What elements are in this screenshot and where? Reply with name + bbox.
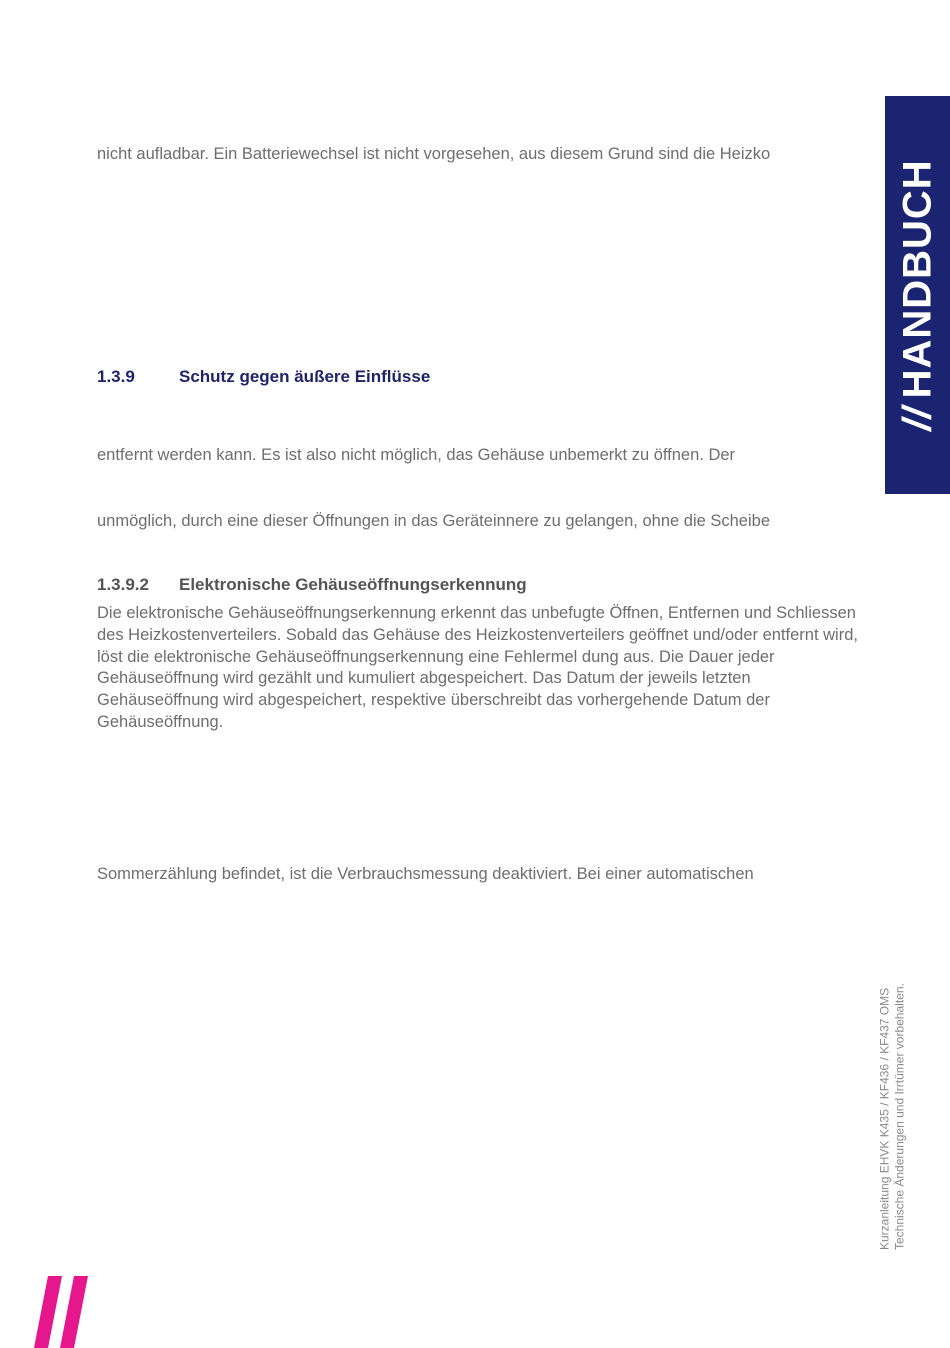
footer-vertical-text bbox=[873, 938, 911, 1250]
footer-disclaimer: Technische Änderungen und Irrtümer vorbehalten. bbox=[892, 983, 906, 1250]
body-line: unmöglich, durch eine dieser Öffnungen in das Geräteinnere zu gelangen, ohne die Scheibe bbox=[97, 512, 770, 530]
body-line: nicht aufladbar. Ein Batteriewechsel ist nicht vorgesehen, aus diesem Grund sind die Heizko bbox=[97, 145, 771, 163]
body-line: Sommerzählung befindet, ist die Verbrauchsmessung deaktiviert. Bei einer automatischen bbox=[97, 865, 754, 883]
logo-slash-right bbox=[60, 1276, 88, 1348]
logo-slash-left bbox=[34, 1276, 62, 1348]
handbuch-side-banner bbox=[885, 96, 950, 494]
subsection-number: 1.3.9.2 bbox=[97, 575, 149, 594]
body-line: entfernt werden kann. Es ist also nicht möglich, das Gehäuse unbemerkt zu öffnen. Der bbox=[97, 446, 736, 464]
banner-title: HANDBUCH bbox=[895, 159, 939, 399]
subsection-title: Elektronische Gehäuseöffnungserkennung bbox=[179, 575, 527, 594]
section-number: 1.3.9 bbox=[97, 367, 135, 386]
section-title: Schutz gegen äußere Einflüsse bbox=[179, 367, 431, 386]
section-heading bbox=[97, 367, 430, 387]
footer-document-title: Kurzanleitung EHVK K435 / KF436 / KF437 OMS bbox=[877, 987, 892, 1250]
logo-slashes-icon bbox=[34, 1276, 90, 1348]
body-paragraph: Die elektronische Gehäuseöffnungserkennung erkennt das unbefugte Öffnen, Entfernen und Schliessen des Heizkostenverteilers. Sobald das Gehäuse des Heizkostenverteilers geöffnet und/oder entfernt wird, löst die elektronische Gehäuseöffnungserkennung eine Fehlermel dung aus. Die Dauer jeder Gehäuseöffnung wird gezählt und kumuliert abgespeichert. Das Datum der jeweils letzten Gehäuseöffnung wird abgespeichert, respektive überschreibt das vorhergehende Datum der Gehäuseöffnung. bbox=[97, 604, 858, 731]
subsection-heading bbox=[97, 575, 527, 595]
banner-slashes: // bbox=[895, 406, 939, 431]
banner-label bbox=[895, 159, 940, 430]
